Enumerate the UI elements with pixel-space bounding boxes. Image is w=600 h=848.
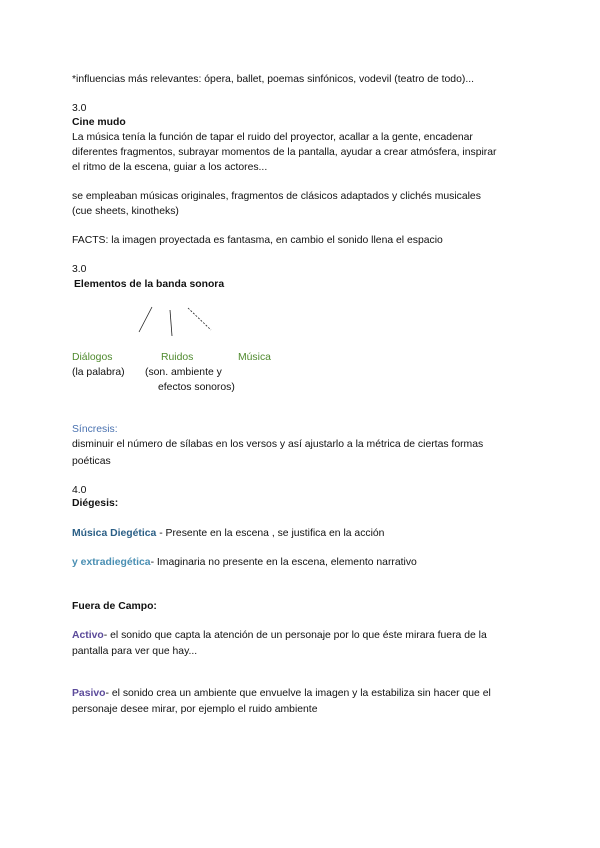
extradiegetica-line <box>72 556 417 569</box>
extradiegetica-text: - Imaginaria no presente en la escena, elemento narrativo <box>150 557 417 568</box>
paragraph-line: diferentes fragmentos, subrayar momentos de la pantalla, ayudar a crear atmósfera, inspirar <box>72 147 497 158</box>
dialogos-description: (la palabra) <box>72 367 125 378</box>
ruidos-description: (son. ambiente y <box>145 367 222 378</box>
diegetica-line <box>72 527 384 540</box>
pasivo-line-cont: personaje desee mirar, por ejemplo el ruido ambiente <box>72 704 318 715</box>
pasivo-text: - el sonido crea un ambiente que envuelve la imagen y la estabiliza sin hacer que el <box>105 688 491 699</box>
label-dialogos: Diálogos <box>72 352 113 363</box>
pasivo-label: Pasivo <box>72 688 106 699</box>
section-number-elementos: 3.0 <box>72 264 87 275</box>
activo-line <box>72 629 487 642</box>
paragraph-line: La música tenía la función de tapar el ruido del proyector, acallar a la gente, encadenar <box>72 132 473 143</box>
diegetica-label: Música Diegética <box>72 528 157 539</box>
sincresis-line: disminuir el número de sílabas en los versos y así ajustarlo a la métrica de ciertas formas <box>72 439 484 450</box>
pasivo-line <box>72 687 491 700</box>
section-title-cine-mudo: Cine mudo <box>72 117 126 128</box>
note-line: se empleaban músicas originales, fragmentos de clásicos adaptados y clichés musicales <box>72 191 481 202</box>
influencias-line: *influencias más relevantes: ópera, ballet, poemas sinfónicos, vodevil (teatro de todo)... <box>72 74 474 85</box>
section-number-cine-mudo: 3.0 <box>72 103 87 114</box>
sincresis-line: poéticas <box>72 456 111 467</box>
section-title-fuera-campo: Fuera de Campo: <box>72 601 157 612</box>
label-ruidos: Ruidos <box>161 352 194 363</box>
extradiegetica-label: y extradiegética <box>72 557 151 568</box>
section-number-diegesis: 4.0 <box>72 485 87 496</box>
sincresis-title: Síncresis: <box>72 424 118 435</box>
facts-line: FACTS: la imagen proyectada es fantasma, en cambio el sonido llena el espacio <box>72 235 443 246</box>
section-title-diegesis: Diégesis: <box>72 498 119 509</box>
paragraph-line: el ritmo de la escena, guiar a los actores... <box>72 162 268 173</box>
ruidos-description: efectos sonoros) <box>158 382 235 393</box>
tree-branch-lines <box>130 304 220 340</box>
activo-line-cont: pantalla para ver que hay... <box>72 646 198 657</box>
activo-text: - el sonido que capta la atención de un personaje por lo que éste mirara fuera de la <box>103 630 487 641</box>
diegetica-text: - Presente en la escena , se justifica en la acción <box>156 528 385 539</box>
section-title-elementos: Elementos de la banda sonora <box>74 279 225 290</box>
note-line: (cue sheets, kinotheks) <box>72 206 179 217</box>
activo-label: Activo <box>72 630 104 641</box>
label-musica: Música <box>238 352 271 363</box>
